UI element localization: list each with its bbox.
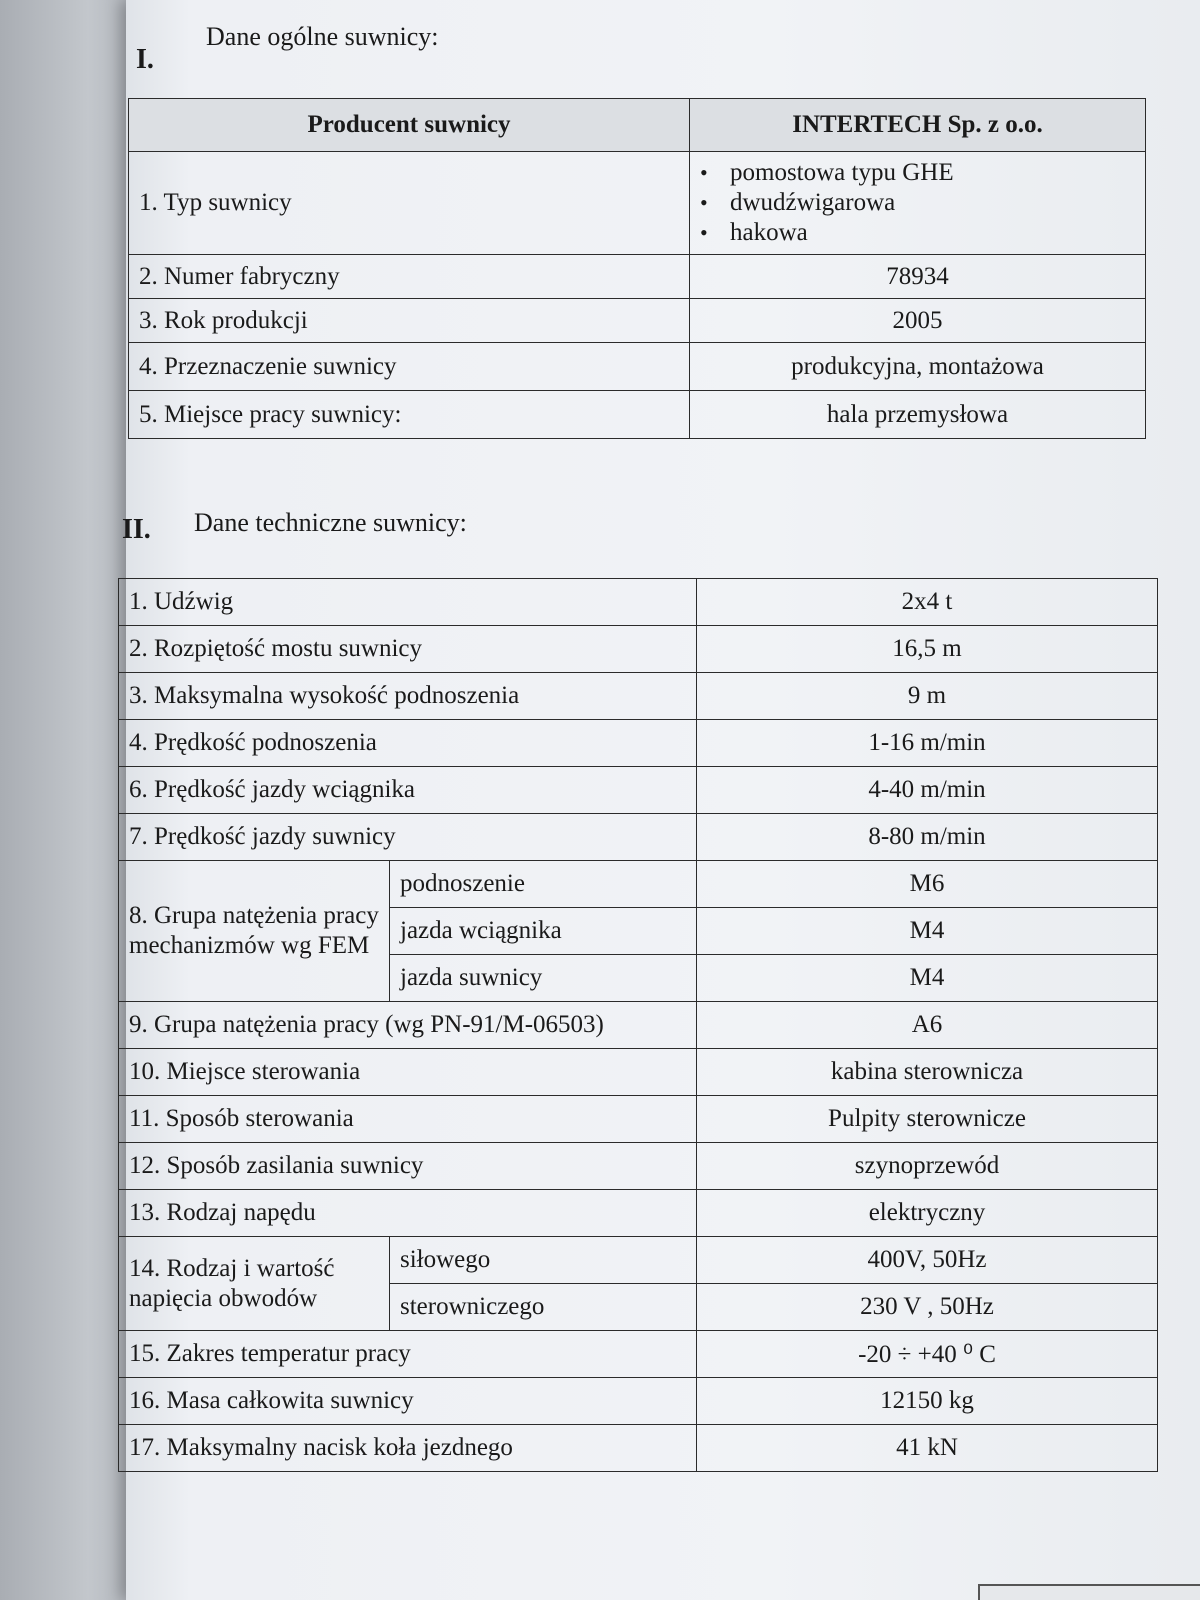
row-value: 4-40 m/min [697,767,1158,814]
row-value: produkcyjna, montażowa [690,343,1146,391]
table-row [119,1143,1158,1190]
subrow-label: jazda suwnicy [390,955,697,1002]
type-value-item: • dwudźwigarowa [730,188,1135,218]
general-data-table [128,98,1146,439]
manufacturer-row [129,99,1146,152]
table-row [119,1237,1158,1284]
row-value: kabina sterownicza [697,1049,1158,1096]
table-row [119,1190,1158,1237]
section2-number: II. [122,514,151,545]
table-row [129,255,1146,299]
row-value: 12150 kg [697,1378,1158,1425]
table-row [129,343,1146,391]
table-row [129,299,1146,343]
table-row [119,579,1158,626]
row-label: 2. Rozpiętość mostu suwnicy [119,626,697,673]
table-row [119,767,1158,814]
row-label: 3. Maksymalna wysokość podnoszenia [119,673,697,720]
technical-data-table [118,578,1158,1472]
type-values [690,152,1146,255]
table-row [129,391,1146,439]
table-row [119,626,1158,673]
table-row [119,1096,1158,1143]
row-label: 1. Udźwig [119,579,697,626]
manufacturer-label: Producent suwnicy [129,99,690,152]
table-row [119,814,1158,861]
row-label: 13. Rodzaj napędu [119,1190,697,1237]
table-row [119,1425,1158,1472]
row-value: 16,5 m [697,626,1158,673]
table-row [119,1049,1158,1096]
row-value: 9 m [697,673,1158,720]
row-value: -20 ÷ +40 ⁰ C [697,1331,1158,1378]
row-value: A6 [697,1002,1158,1049]
row-value: M6 [697,861,1158,908]
subrow-label: podnoszenie [390,861,697,908]
group14-label: 14. Rodzaj i wartość napięcia obwodów [119,1237,390,1331]
row-label: 17. Maksymalny nacisk koła jezdnego [119,1425,697,1472]
row-label: 5. Miejsce pracy suwnicy: [129,391,690,439]
row-value: 41 kN [697,1425,1158,1472]
row-label: 12. Sposób zasilania suwnicy [119,1143,697,1190]
row-value: elektryczny [697,1190,1158,1237]
section1-number: I. [136,44,154,75]
row-value: 2005 [690,299,1146,343]
type-value-item: • hakowa [730,218,1135,248]
row-value: 2x4 t [697,579,1158,626]
table-row [119,720,1158,767]
row-value: 230 V , 50Hz [697,1284,1158,1331]
row-label: 15. Zakres temperatur pracy [119,1331,697,1378]
row-label: 6. Prędkość jazdy wciągnika [119,767,697,814]
row-value: Pulpity sterownicze [697,1096,1158,1143]
row-label: 11. Sposób sterowania [119,1096,697,1143]
type-row [129,152,1146,255]
row-label: 4. Prędkość podnoszenia [119,720,697,767]
manufacturer-value: INTERTECH Sp. z o.o. [690,99,1146,152]
table-row [119,1331,1158,1378]
subrow-label: sterowniczego [390,1284,697,1331]
row-label: 16. Masa całkowita suwnicy [119,1378,697,1425]
table-row [119,861,1158,908]
row-value: 1-16 m/min [697,720,1158,767]
row-value: M4 [697,955,1158,1002]
row-label: 10. Miejsce sterowania [119,1049,697,1096]
section2-title: Dane techniczne suwnicy: [194,508,467,537]
subrow-label: jazda wciągnika [390,908,697,955]
row-label: 7. Prędkość jazdy suwnicy [119,814,697,861]
binder-spine [0,0,126,1600]
row-label: 4. Przeznaczenie suwnicy [129,343,690,391]
row-value: 400V, 50Hz [697,1237,1158,1284]
subrow-label: siłowego [390,1237,697,1284]
row-value: 78934 [690,255,1146,299]
table-row [119,1378,1158,1425]
row-value: szynoprzewód [697,1143,1158,1190]
row-label: 9. Grupa natężenia pracy (wg PN-91/M-06503) [119,1002,697,1049]
section1-title: Dane ogólne suwnicy: [206,22,439,51]
row-value: M4 [697,908,1158,955]
table-row [119,673,1158,720]
page-corner [978,1584,1200,1600]
row-value: hala przemysłowa [690,391,1146,439]
type-value-item: • pomostowa typu GHE [730,158,1135,188]
row-label: 3. Rok produkcji [129,299,690,343]
type-label: 1. Typ suwnicy [129,152,690,255]
group8-label: 8. Grupa natężenia pracy mechanizmów wg FEM [119,861,390,1002]
row-value: 8-80 m/min [697,814,1158,861]
table-row [119,1002,1158,1049]
row-label: 2. Numer fabryczny [129,255,690,299]
